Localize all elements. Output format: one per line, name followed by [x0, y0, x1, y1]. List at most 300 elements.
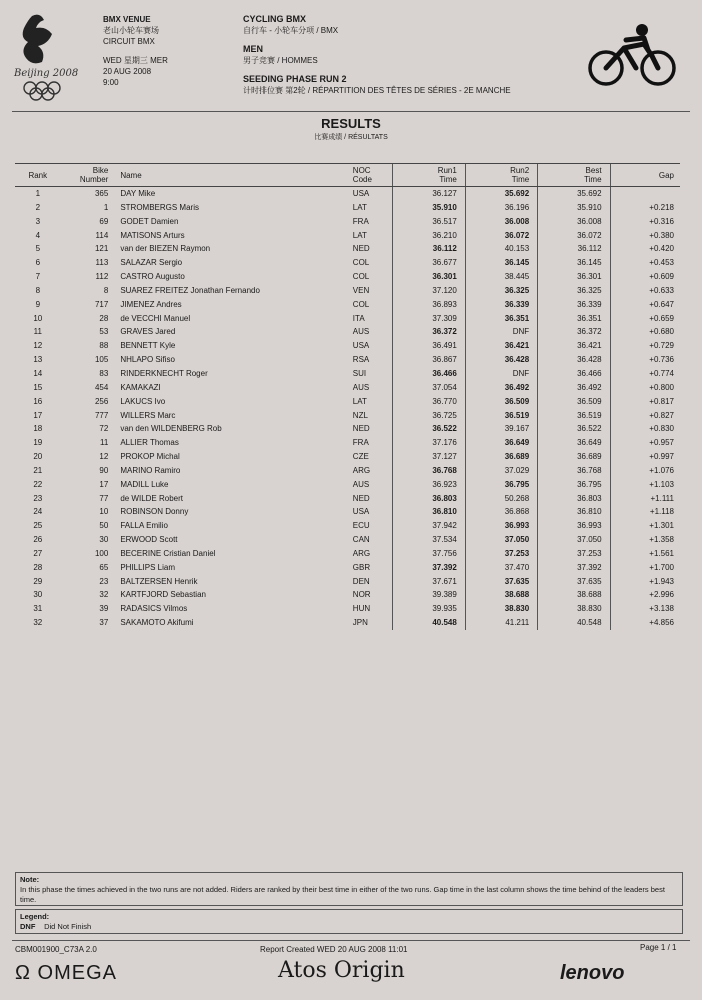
- best-time-cell: 37.253: [538, 547, 610, 561]
- rank-cell: 21: [33, 465, 43, 475]
- run1-cell: 36.867: [393, 353, 465, 367]
- legend-key: DNF: [20, 922, 36, 931]
- run1-cell: 36.768: [393, 464, 465, 478]
- note-box: [15, 872, 683, 906]
- best-time-cell: 36.509: [538, 395, 610, 409]
- bike-number-cell: 53: [99, 327, 109, 337]
- run1-cell: 37.534: [393, 533, 465, 547]
- run1-cell: 37.392: [393, 561, 465, 575]
- table-row: [15, 464, 680, 478]
- rank-cell: 23: [33, 493, 43, 503]
- run2-cell: 36.351: [465, 312, 537, 326]
- best-time-cell: 36.466: [538, 367, 610, 381]
- col-best-time: Best Time: [538, 164, 610, 187]
- run2-cell: 37.029: [465, 464, 537, 478]
- table-row: [15, 588, 680, 602]
- best-time-cell: 36.993: [538, 519, 610, 533]
- best-time-cell: 36.008: [538, 215, 610, 229]
- noc-cell: ARG: [352, 548, 371, 558]
- legend-title: Legend:: [20, 912, 50, 921]
- run1-cell: 36.677: [393, 256, 465, 270]
- noc-cell: AUS: [352, 382, 370, 392]
- noc-cell: JPN: [352, 618, 368, 628]
- noc-cell: COL: [352, 299, 370, 309]
- cycling-pictogram-icon: [586, 22, 678, 90]
- noc-cell: COL: [352, 272, 370, 282]
- run1-cell: 37.671: [393, 575, 465, 589]
- name-cell: NHLAPO Sifiso: [120, 355, 175, 365]
- rank-cell: 29: [33, 576, 43, 586]
- note-title: Note:: [20, 875, 40, 884]
- bike-number-cell: 28: [99, 313, 109, 323]
- name-cell: ALLIER Thomas: [120, 438, 179, 448]
- col-gap: Gap: [610, 164, 680, 187]
- bike-number-cell: 114: [95, 230, 109, 240]
- table-row: [15, 270, 680, 284]
- bike-number-cell: 65: [99, 562, 109, 572]
- bike-number-cell: 17: [99, 479, 109, 489]
- name-cell: de VECCHI Manuel: [120, 313, 191, 323]
- best-time-cell: 36.522: [538, 422, 610, 436]
- rank-cell: 14: [33, 368, 43, 378]
- best-time-cell: 36.325: [538, 284, 610, 298]
- legend-value: Did Not Finish: [44, 922, 92, 931]
- gap-cell: +1.111: [610, 492, 680, 506]
- sport-sub: 自行车 - 小轮车分项 / BMX: [243, 26, 339, 35]
- date-line: WED 星期三 MER: [103, 56, 168, 65]
- table-row: [15, 242, 680, 256]
- name-cell: RADASICS Vilmos: [120, 604, 188, 614]
- rank-cell: 8: [35, 285, 41, 295]
- best-time-cell: 36.112: [538, 242, 610, 256]
- phase-title: SEEDING PHASE RUN 2: [243, 74, 347, 84]
- table-row: [15, 353, 680, 367]
- noc-cell: CZE: [352, 452, 369, 462]
- name-cell: LAKUCS Ivo: [120, 396, 166, 406]
- col-name: Name: [118, 164, 350, 187]
- best-time-cell: 36.768: [538, 464, 610, 478]
- run2-cell: 37.050: [465, 533, 537, 547]
- noc-cell: FRA: [352, 438, 369, 448]
- note-text: In this phase the times achieved in the two runs are not added. Riders are ranked by their best time in either of the two runs. Gap time in the last column shows the time behind of the leaders best time.: [20, 885, 665, 904]
- best-time-cell: 36.492: [538, 381, 610, 395]
- name-cell: CASTRO Augusto: [120, 272, 185, 282]
- noc-cell: HUN: [352, 604, 371, 614]
- table-row: [15, 505, 680, 519]
- name-cell: WILLERS Marc: [120, 410, 176, 420]
- run1-cell: 40.548: [393, 616, 465, 630]
- rank-cell: 30: [33, 590, 43, 600]
- run1-cell: 36.466: [393, 367, 465, 381]
- run2-cell: 36.008: [465, 215, 537, 229]
- bike-number-cell: 112: [95, 272, 109, 282]
- bike-number-cell: 256: [94, 396, 109, 406]
- results-subtitle: 比赛成绩 / RÉSULTATS: [314, 134, 388, 141]
- best-time-cell: 37.635: [538, 575, 610, 589]
- bike-number-cell: 69: [99, 216, 109, 226]
- best-time-cell: 36.072: [538, 229, 610, 243]
- run2-cell: 36.689: [465, 450, 537, 464]
- run1-cell: 37.309: [393, 312, 465, 326]
- footer-divider: [12, 940, 690, 941]
- run1-cell: 37.054: [393, 381, 465, 395]
- run2-cell: 37.635: [465, 575, 537, 589]
- run1-cell: 36.491: [393, 339, 465, 353]
- table-row: [15, 215, 680, 229]
- rank-cell: 20: [33, 452, 43, 462]
- event-block: [243, 14, 511, 96]
- noc-cell: NED: [352, 424, 370, 434]
- header-divider: [12, 111, 690, 112]
- bike-number-cell: 72: [99, 424, 109, 434]
- run1-cell: 36.127: [393, 187, 465, 201]
- gap-cell: +4.856: [610, 616, 680, 630]
- table-row: [15, 422, 680, 436]
- gap-cell: +0.633: [610, 284, 680, 298]
- gap-cell: +2.996: [610, 588, 680, 602]
- rank-cell: 3: [35, 216, 41, 226]
- legend-entry: [20, 922, 678, 932]
- best-time-cell: 35.910: [538, 201, 610, 215]
- name-cell: MADILL Luke: [120, 479, 169, 489]
- best-time-cell: 37.050: [538, 533, 610, 547]
- rank-cell: 11: [33, 327, 42, 337]
- gap-cell: +3.138: [610, 602, 680, 616]
- rank-cell: 5: [35, 244, 41, 254]
- bike-number-cell: 50: [99, 521, 109, 531]
- noc-cell: LAT: [352, 230, 367, 240]
- noc-cell: ITA: [352, 313, 365, 323]
- noc-cell: NZL: [352, 410, 368, 420]
- name-cell: JIMENEZ Andres: [120, 299, 182, 309]
- venue-title: BMX VENUE: [103, 15, 151, 24]
- table-row: [15, 201, 680, 215]
- sport-title: CYCLING BMX: [243, 14, 306, 24]
- date: 20 AUG 2008: [103, 67, 152, 76]
- gap-cell: +0.997: [610, 450, 680, 464]
- run2-cell: 41.211: [465, 616, 537, 630]
- gap-cell: +0.659: [610, 312, 680, 326]
- bike-number-cell: 105: [94, 355, 109, 365]
- run2-cell: DNF: [465, 367, 537, 381]
- run2-cell: 38.445: [465, 270, 537, 284]
- bike-number-cell: 37: [99, 618, 109, 628]
- bike-number-cell: 30: [99, 535, 109, 545]
- venue-fr: CIRCUIT BMX: [103, 37, 155, 46]
- best-time-cell: 36.428: [538, 353, 610, 367]
- gender-title: MEN: [243, 44, 263, 54]
- name-cell: MARINO Ramiro: [120, 465, 181, 475]
- noc-cell: USA: [352, 341, 370, 351]
- gap-cell: +0.420: [610, 242, 680, 256]
- best-time-cell: 36.145: [538, 256, 610, 270]
- col-run1-time: Run1 Time: [393, 164, 465, 187]
- gap-cell: +0.316: [610, 215, 680, 229]
- run2-cell: DNF: [465, 325, 537, 339]
- bike-number-cell: 12: [99, 452, 109, 462]
- bike-number-cell: 39: [99, 604, 109, 614]
- rank-cell: 13: [33, 355, 43, 365]
- run2-cell: 36.428: [465, 353, 537, 367]
- table-row: [15, 339, 680, 353]
- name-cell: BECERINE Cristian Daniel: [120, 548, 216, 558]
- bike-number-cell: 77: [99, 493, 109, 503]
- run2-cell: 36.868: [465, 505, 537, 519]
- gap-cell: +1.700: [610, 561, 680, 575]
- best-time-cell: 36.351: [538, 312, 610, 326]
- name-cell: SALAZAR Sergio: [120, 258, 183, 268]
- run2-cell: 36.196: [465, 201, 537, 215]
- time: 9:00: [103, 78, 119, 87]
- table-row: [15, 533, 680, 547]
- rank-cell: 22: [33, 479, 43, 489]
- gap-cell: +0.830: [610, 422, 680, 436]
- col-rank: Rank: [15, 164, 61, 187]
- run1-cell: 36.810: [393, 505, 465, 519]
- best-time-cell: 38.830: [538, 602, 610, 616]
- run2-cell: 36.649: [465, 436, 537, 450]
- name-cell: DAY Mike: [120, 189, 156, 198]
- noc-cell: COL: [352, 258, 370, 268]
- noc-cell: LAT: [352, 202, 367, 212]
- rank-cell: 10: [33, 313, 43, 323]
- noc-cell: RSA: [352, 355, 370, 365]
- gap-cell: +0.736: [610, 353, 680, 367]
- best-time-cell: 36.795: [538, 478, 610, 492]
- name-cell: BENNETT Kyle: [120, 341, 176, 351]
- table-row: [15, 602, 680, 616]
- rank-cell: 18: [33, 424, 43, 434]
- best-time-cell: 36.339: [538, 298, 610, 312]
- run1-cell: 36.301: [393, 270, 465, 284]
- rank-cell: 16: [33, 396, 43, 406]
- table-header-row: [15, 164, 680, 187]
- bike-number-cell: 83: [99, 368, 109, 378]
- gap-cell: +0.647: [610, 298, 680, 312]
- table-row: [15, 519, 680, 533]
- name-cell: PHILLIPS Liam: [120, 562, 176, 572]
- run1-cell: 36.112: [393, 242, 465, 256]
- rank-cell: 1: [35, 189, 41, 198]
- logo-text: Beijing 2008: [14, 68, 79, 79]
- bike-number-cell: 11: [100, 438, 109, 448]
- run2-cell: 36.795: [465, 478, 537, 492]
- name-cell: GRAVES Jared: [120, 327, 176, 337]
- name-cell: BALTZERSEN Henrik: [120, 576, 198, 586]
- bike-number-cell: 1: [103, 202, 109, 212]
- bike-number-cell: 777: [94, 410, 109, 420]
- gap-cell: +1.301: [610, 519, 680, 533]
- rank-cell: 25: [33, 521, 43, 531]
- table-row: [15, 367, 680, 381]
- run1-cell: 36.725: [393, 409, 465, 423]
- gap-cell: +0.729: [610, 339, 680, 353]
- table-row: [15, 492, 680, 506]
- table-row: [15, 575, 680, 589]
- best-time-cell: 36.649: [538, 436, 610, 450]
- rank-cell: 2: [35, 202, 41, 212]
- results-body: [15, 187, 680, 631]
- bike-number-cell: 88: [99, 341, 109, 351]
- rank-cell: 4: [35, 230, 41, 240]
- noc-cell: FRA: [352, 216, 369, 226]
- run2-cell: 36.339: [465, 298, 537, 312]
- table-row: [15, 229, 680, 243]
- run2-cell: 36.509: [465, 395, 537, 409]
- run2-cell: 37.470: [465, 561, 537, 575]
- beijing-2008-logo: [12, 12, 84, 104]
- page-number: Page 1 / 1: [640, 943, 677, 952]
- bike-number-cell: 90: [99, 465, 109, 475]
- name-cell: PROKOP Michal: [120, 452, 180, 462]
- run2-cell: 36.519: [465, 409, 537, 423]
- name-cell: KARTFJORD Sebastian: [120, 590, 206, 600]
- table-row: [15, 325, 680, 339]
- bike-number-cell: 454: [94, 382, 109, 392]
- bike-number-cell: 32: [99, 590, 109, 600]
- gap-cell: +0.774: [610, 367, 680, 381]
- noc-cell: ARG: [352, 465, 371, 475]
- bike-number-cell: 717: [94, 299, 109, 309]
- run2-cell: 40.153: [465, 242, 537, 256]
- run1-cell: 36.770: [393, 395, 465, 409]
- rank-cell: 31: [33, 604, 43, 614]
- run2-cell: 35.692: [465, 187, 537, 201]
- best-time-cell: 36.803: [538, 492, 610, 506]
- rank-cell: 7: [35, 272, 41, 282]
- name-cell: SAKAMOTO Akifumi: [120, 618, 194, 628]
- rank-cell: 15: [33, 382, 43, 392]
- noc-cell: VEN: [352, 285, 370, 295]
- table-row: [15, 395, 680, 409]
- best-time-cell: 38.688: [538, 588, 610, 602]
- gap-cell: +0.380: [610, 229, 680, 243]
- run1-cell: 37.756: [393, 547, 465, 561]
- run1-cell: 36.893: [393, 298, 465, 312]
- run1-cell: 36.923: [393, 478, 465, 492]
- table-row: [15, 561, 680, 575]
- noc-cell: GBR: [352, 562, 371, 572]
- gap-cell: +1.943: [610, 575, 680, 589]
- gap-cell: +0.957: [610, 436, 680, 450]
- rank-cell: 26: [33, 535, 43, 545]
- noc-cell: AUS: [352, 327, 370, 337]
- table-row: [15, 436, 680, 450]
- table-row: [15, 381, 680, 395]
- run1-cell: 37.120: [393, 284, 465, 298]
- noc-cell: NOR: [352, 590, 371, 600]
- lenovo-logo: lenovo: [560, 962, 625, 984]
- noc-cell: DEN: [352, 576, 370, 586]
- gender-sub: 男子竞赛 / HOMMES: [243, 56, 318, 65]
- bike-number-cell: 365: [94, 189, 109, 198]
- run1-cell: 35.910: [393, 201, 465, 215]
- legend-box: [15, 909, 683, 934]
- table-row: [15, 284, 680, 298]
- rank-cell: 12: [33, 341, 43, 351]
- gap-cell: +0.800: [610, 381, 680, 395]
- best-time-cell: 40.548: [538, 616, 610, 630]
- run2-cell: 36.072: [465, 229, 537, 243]
- run1-cell: 37.127: [393, 450, 465, 464]
- noc-cell: USA: [352, 507, 370, 517]
- bike-number-cell: 8: [103, 285, 109, 295]
- best-time-cell: 36.810: [538, 505, 610, 519]
- results-title: RESULTS: [321, 116, 381, 131]
- gap-cell: +1.103: [610, 478, 680, 492]
- bike-number-cell: 10: [99, 507, 109, 517]
- gap-cell: +0.609: [610, 270, 680, 284]
- rank-cell: 27: [33, 548, 43, 558]
- phase-sub: 计时排位赛 第2轮 / RÉPARTITION DES TÊTES DE SÉRIES - 2E MANCHE: [243, 86, 511, 95]
- run2-cell: 38.830: [465, 602, 537, 616]
- gap-cell: +0.453: [610, 256, 680, 270]
- noc-cell: ECU: [352, 521, 370, 531]
- table-row: [15, 256, 680, 270]
- rank-cell: 19: [33, 438, 43, 448]
- run1-cell: 36.210: [393, 229, 465, 243]
- name-cell: van den WILDENBERG Rob: [120, 424, 222, 434]
- omega-logo: Ω OMEGA: [15, 962, 117, 984]
- run1-cell: 39.935: [393, 602, 465, 616]
- rank-cell: 6: [35, 258, 41, 268]
- noc-cell: CAN: [352, 535, 370, 545]
- venue-block: [103, 14, 168, 88]
- table-row: [15, 298, 680, 312]
- run2-cell: 36.993: [465, 519, 537, 533]
- table-row: [15, 409, 680, 423]
- noc-cell: SUI: [352, 368, 367, 378]
- atos-origin-logo: Atos Origin: [278, 958, 405, 983]
- gap-cell: +1.118: [610, 505, 680, 519]
- col-bike-number: Bike Number: [61, 164, 119, 187]
- col-run2-time: Run2 Time: [465, 164, 537, 187]
- gap-cell: +0.817: [610, 395, 680, 409]
- rank-cell: 17: [33, 410, 43, 420]
- report-code: CBM001900_C73A 2.0: [15, 945, 97, 954]
- gap-cell: +1.561: [610, 547, 680, 561]
- name-cell: RINDERKNECHT Roger: [120, 368, 208, 378]
- gap-cell: +0.827: [610, 409, 680, 423]
- name-cell: SUAREZ FREITEZ Jonathan Fernando: [120, 285, 260, 295]
- noc-cell: NED: [352, 244, 370, 254]
- name-cell: GODET Damien: [120, 216, 179, 226]
- table-row: [15, 547, 680, 561]
- run1-cell: 37.942: [393, 519, 465, 533]
- noc-cell: LAT: [352, 396, 367, 406]
- bike-number-cell: 100: [94, 548, 109, 558]
- run2-cell: 38.688: [465, 588, 537, 602]
- bike-number-cell: 113: [95, 258, 109, 268]
- rank-cell: 24: [33, 507, 43, 517]
- name-cell: van der BIEZEN Raymon: [120, 244, 211, 254]
- noc-cell: AUS: [352, 479, 370, 489]
- table-row: [15, 478, 680, 492]
- rank-cell: 9: [35, 299, 41, 309]
- name-cell: FALLA Emilio: [120, 521, 168, 531]
- run2-cell: 50.268: [465, 492, 537, 506]
- name-cell: de WILDE Robert: [120, 493, 184, 503]
- table-row: [15, 616, 680, 630]
- table-row: [15, 312, 680, 326]
- best-time-cell: 36.421: [538, 339, 610, 353]
- gap-cell: +0.218: [610, 201, 680, 215]
- best-time-cell: 36.689: [538, 450, 610, 464]
- bike-number-cell: 121: [94, 244, 109, 254]
- report-created: Report Created WED 20 AUG 2008 11:01: [260, 945, 408, 954]
- run2-cell: 36.492: [465, 381, 537, 395]
- rank-cell: 28: [33, 562, 43, 572]
